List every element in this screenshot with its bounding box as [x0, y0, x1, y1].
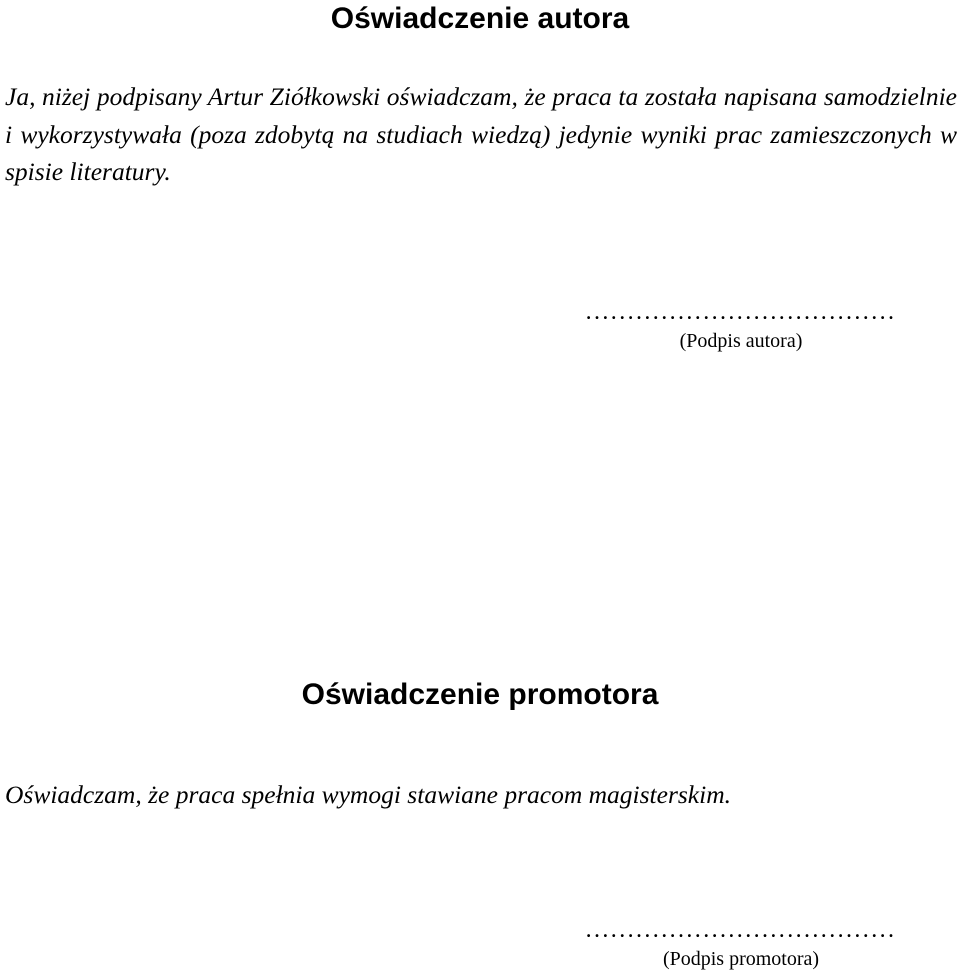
author-signature-caption: (Podpis autora)	[679, 330, 803, 352]
author-signature-line: .....................................	[585, 300, 897, 324]
author-statement-title: Oświadczenie autora	[330, 2, 630, 35]
supervisor-statement-body: Oświadczam, że praca spełnia wymogi stawiane pracom magisterskim.	[5, 780, 732, 809]
author-statement-body: Ja, niżej podpisany Artur Ziółkowski oświadczam, że praca ta została napisana samodzielnie i wykorzystywała (poza zdobytą na studiach wiedzą) jedynie wyniki prac zamieszczonych w spisie literatury.	[5, 82, 957, 186]
supervisor-signature-line: .....................................	[585, 918, 897, 942]
supervisor-signature-caption: (Podpis promotora)	[662, 948, 820, 970]
supervisor-statement-title: Oświadczenie promotora	[301, 678, 659, 711]
